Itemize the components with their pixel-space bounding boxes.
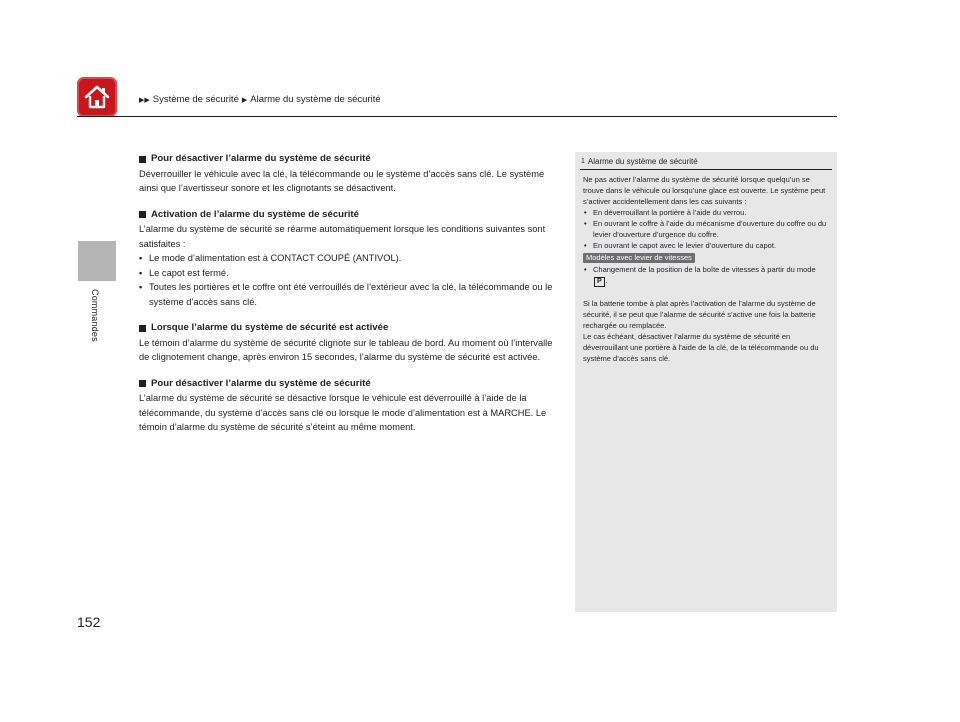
- list-item: [583, 264, 829, 287]
- ref-marker: 1: [581, 158, 585, 165]
- gear-bullet-text: Changement de la position de la boîte de vitesses à partir du mode: [593, 265, 816, 274]
- triangle-right-icon: ▶▶: [139, 96, 150, 104]
- note-sidebar: [575, 152, 837, 612]
- note-intro: Ne pas activer l’alarme du système de sécurité lorsque quelqu’un se trouve dans le véhicule ou lorsqu’une glace est ouverte. Le système peut s’activer accidentellement dans les cas suivants :: [583, 175, 826, 206]
- section-label: [89, 289, 101, 359]
- section-activation: [139, 208, 559, 310]
- section-heading-text: Lorsque l’alarme du système de sécurité est activée: [151, 322, 389, 333]
- section-heading: [139, 208, 559, 223]
- square-bullet-icon: [139, 211, 146, 218]
- list-item: • En ouvrant le capot avec le levier d’ouverture du capot.: [583, 240, 829, 251]
- breadcrumb-item-alarm[interactable]: Alarme du système de sécurité: [250, 94, 381, 105]
- section-heading: [139, 152, 559, 167]
- home-icon: [83, 84, 111, 110]
- square-bullet-icon: [139, 325, 146, 332]
- header-rule: [77, 116, 837, 117]
- note-title-text: Alarme du système de sécurité: [587, 157, 698, 166]
- page-number: 152: [77, 614, 101, 630]
- note-gear-list: [583, 264, 829, 287]
- note-paragraph-battery: Si la batterie tombe à plat après l’activation de l’alarme du système de sécurité, il se peut que l’alarme de sécurité s’active une fois la batterie rechargée ou remplacée.: [583, 299, 816, 330]
- section-heading-text: Pour désactiver l’alarme du système de sécurité: [151, 153, 371, 164]
- list-item: • En déverrouillant la portière à l’aide du verrou.: [583, 207, 829, 218]
- note-title: [581, 157, 698, 166]
- triangle-right-icon: ▶: [241, 96, 248, 104]
- list-item: • Le capot est fermé.: [139, 266, 559, 281]
- main-content: [139, 152, 559, 447]
- note-paragraph-deactivate: Le cas échéant, désactiver l’alarme du système de sécurité en déverrouillant une portière à l’aide de la clé, de la télécommande ou du système d’accès sans clé.: [583, 332, 819, 363]
- section-deactivate-2: [139, 377, 559, 435]
- square-bullet-icon: [139, 380, 146, 387]
- note-body: [583, 174, 829, 364]
- list-item: • Le mode d’alimentation est à CONTACT COUPÉ (ANTIVOL).: [139, 251, 559, 266]
- condition-list: [139, 251, 559, 309]
- note-cases-list: [583, 207, 829, 251]
- section-heading: [139, 377, 559, 392]
- section-deactivate-1: [139, 152, 559, 196]
- section-heading-text: Pour désactiver l’alarme du système de sécurité: [151, 377, 371, 389]
- note-title-rule: [580, 169, 832, 170]
- section-when-activated: [139, 321, 559, 365]
- section-label-text: Commandes: [90, 289, 100, 342]
- breadcrumb-item-security-system[interactable]: Système de sécurité: [152, 94, 239, 105]
- home-button[interactable]: [77, 77, 117, 117]
- section-heading: [139, 321, 559, 336]
- gear-bullet-end: .: [605, 276, 608, 285]
- section-tab-marker[interactable]: [78, 241, 116, 281]
- model-tag: Modèles avec levier de vitesses: [583, 253, 695, 263]
- list-item: • Toutes les portières et le coffre ont été verrouillés de l’extérieur avec la clé, la télécommande ou le système d’accès sans clé.: [139, 280, 559, 309]
- section-body: Déverrouiller le véhicule avec la clé, la télécommande ou le système d’accès sans clé. Le système ainsi que l’avertisseur sonore et les clignotants se désactivent.: [139, 168, 545, 193]
- square-bullet-icon: [139, 156, 146, 163]
- section-heading-text: Activation de l’alarme du système de sécurité: [151, 208, 359, 220]
- gear-p-icon: P: [594, 277, 605, 287]
- section-body: L’alarme du système de sécurité se réarme automatiquement lorsque les conditions suivantes sont satisfaites :: [139, 224, 546, 249]
- section-body: Le témoin d’alarme du système de sécurité clignote sur le tableau de bord. Au moment où l’intervalle de clignotement change, après environ 15 secondes, l’alarme du système de sécurité est activée.: [139, 337, 553, 362]
- list-item: • En ouvrant le coffre à l’aide du mécanisme d’ouverture du coffre ou du levier d’ouverture d’urgence du coffre.: [583, 218, 829, 240]
- breadcrumb: [139, 94, 381, 105]
- section-body: L’alarme du système de sécurité se désactive lorsque le véhicule est déverrouillé à l’aide de la télécommande, du système d’accès sans clé ou lorsque le mode d’alimentation est à MARCHE. Le témoin d’alarme du système de sécurité s’éteint au même moment.: [139, 393, 547, 432]
